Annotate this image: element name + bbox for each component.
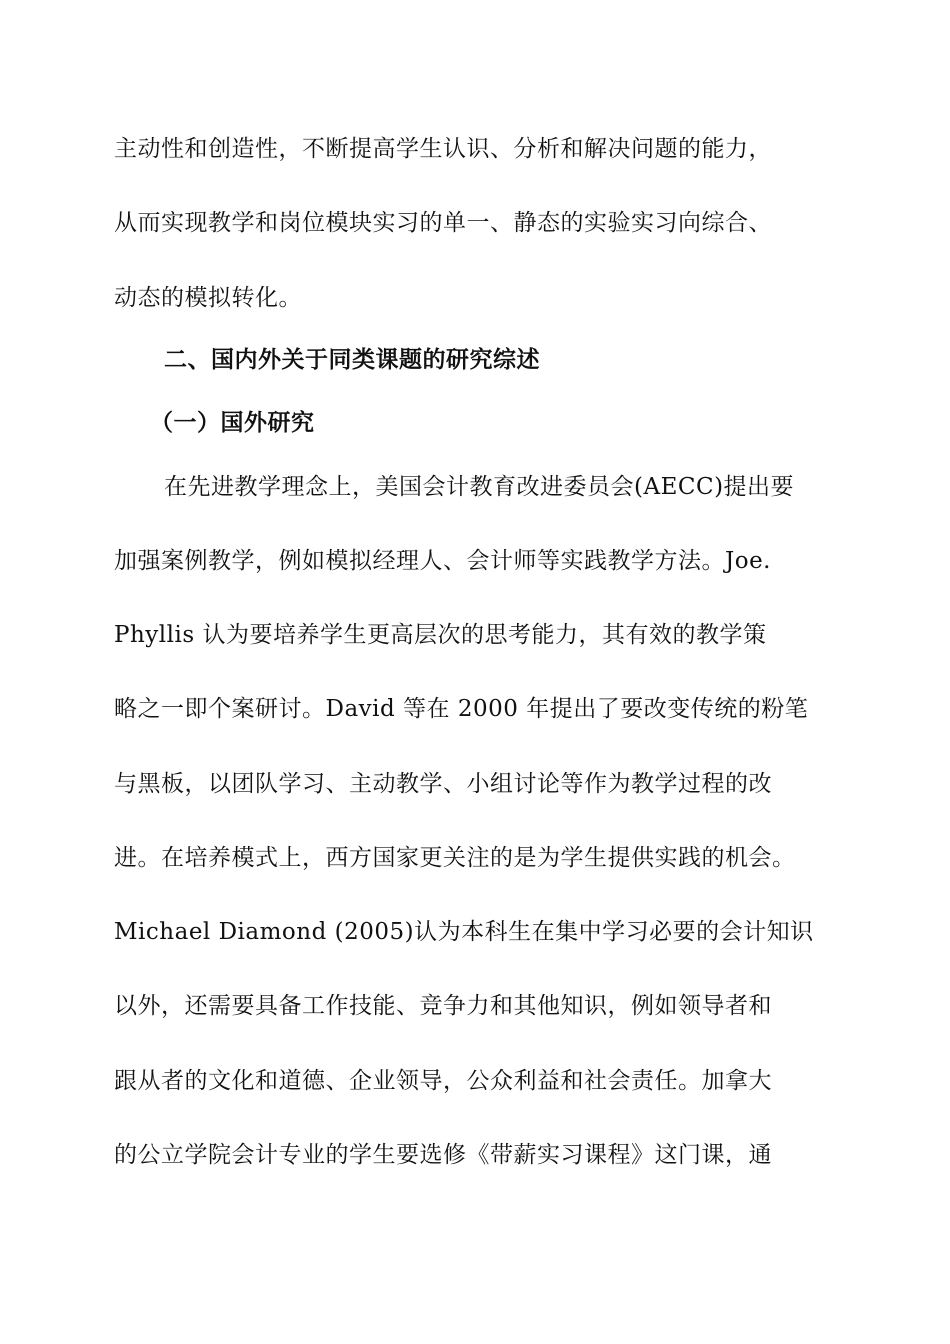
paragraph-line-1: 主动性和创造性，不断提高学生认识、分析和解决问题的能力， — [114, 136, 772, 162]
body-line-2: 加强案例教学，例如模拟经理人、会计师等实践教学方法。Joe. — [114, 548, 771, 574]
subsection-heading: （一）国外研究 — [150, 410, 315, 436]
body-line-9: 跟从者的文化和道德、企业领导，公众利益和社会责任。加拿大 — [114, 1068, 772, 1094]
paragraph-line-2: 从而实现教学和岗位模块实习的单一、静态的实验实习向综合、 — [114, 210, 772, 236]
body-line-3: Phyllis 认为要培养学生更高层次的思考能力，其有效的教学策 — [114, 622, 767, 648]
body-line-8: 以外，还需要具备工作技能、竞争力和其他知识，例如领导者和 — [114, 993, 772, 1019]
body-line-4: 略之一即个案研讨。David 等在 2000 年提出了要改变传统的粉笔 — [114, 696, 809, 722]
body-line-5: 与黑板，以团队学习、主动教学、小组讨论等作为教学过程的改 — [114, 771, 772, 797]
paragraph-line-3: 动态的模拟转化。 — [114, 285, 302, 311]
body-line-1: 在先进教学理念上，美国会计教育改进委员会(AECC)提出要 — [164, 474, 795, 500]
body-line-10: 的公立学院会计专业的学生要选修《带薪实习课程》这门课，通 — [114, 1142, 772, 1168]
body-line-7: Michael Diamond (2005)认为本科生在集中学习必要的会计知识 — [114, 919, 814, 945]
body-line-6: 进。在培养模式上，西方国家更关注的是为学生提供实践的机会。 — [114, 845, 796, 871]
section-heading: 二、国内外关于同类课题的研究综述 — [164, 347, 540, 373]
